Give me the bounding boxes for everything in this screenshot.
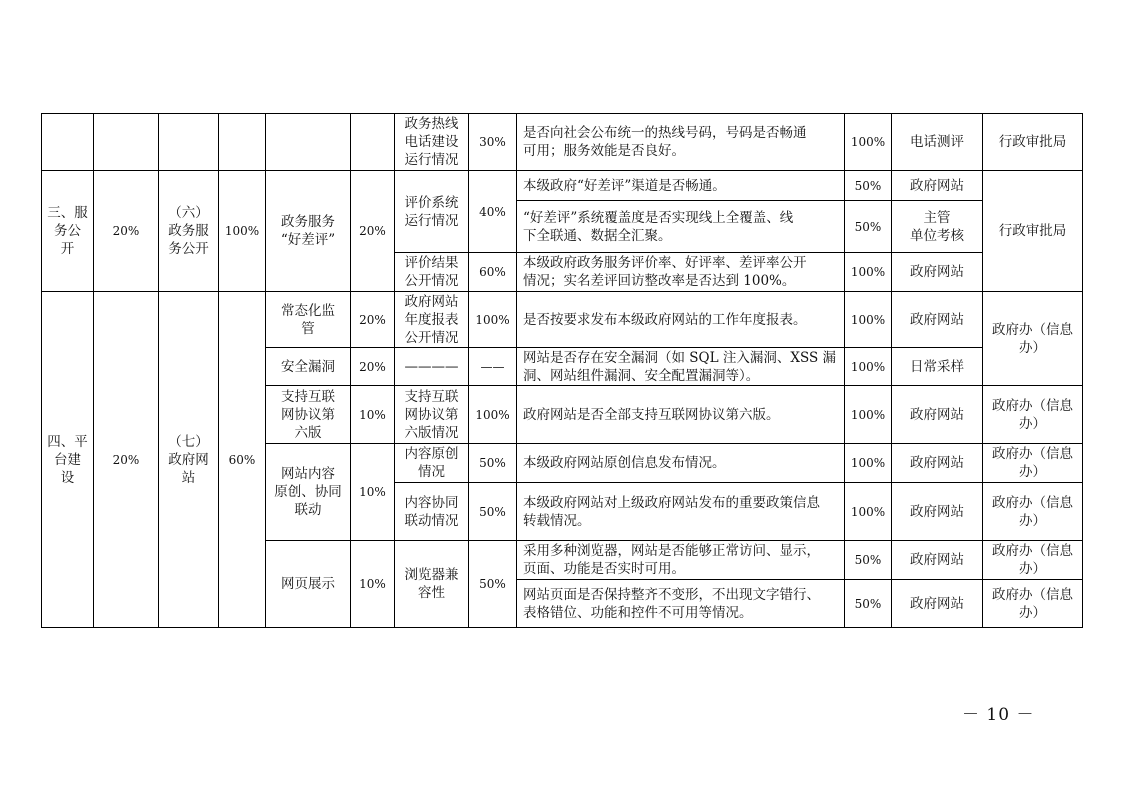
indicator-weight-cell: 50% <box>469 541 517 628</box>
item-cell: 安全漏洞 <box>266 348 351 386</box>
category-weight-cell <box>94 114 159 171</box>
criteria-cell: 本级政府网站原创信息发布情况。 <box>517 444 845 483</box>
score-weight-cell: 100% <box>845 253 892 292</box>
item-weight-cell: 20% <box>351 348 395 386</box>
item-weight-cell: 10% <box>351 386 395 444</box>
indicator-cell: 内容原创 情况 <box>395 444 469 483</box>
indicator-cell: 内容协同 联动情况 <box>395 483 469 541</box>
indicator-weight-cell: —— <box>469 348 517 386</box>
department-cell: 行政审批局 <box>983 171 1083 292</box>
item-cell: 网站内容 原创、协同 联动 <box>266 444 351 541</box>
item-cell <box>266 114 351 171</box>
department-cell: 政府办（信息 办） <box>983 580 1083 628</box>
criteria-cell: 本级政府网站对上级政府网站发布的重要政策信息 转载情况。 <box>517 483 845 541</box>
indicator-weight-cell: 50% <box>469 483 517 541</box>
item-weight-cell: 10% <box>351 444 395 541</box>
criteria-cell: “好差评”系统覆盖度是否实现线上全覆盖、线 下全联通、数据全汇聚。 <box>517 201 845 253</box>
indicator-weight-cell: 40% <box>469 171 517 253</box>
method-cell: 政府网站 <box>892 292 983 348</box>
criteria-cell: 采用多种浏览器，网站是否能够正常访问、显示， 页面、功能是否实时可用。 <box>517 541 845 580</box>
indicator-weight-cell: 100% <box>469 292 517 348</box>
subcategory-cell: （六） 政务服 务公开 <box>159 171 219 292</box>
score-weight-cell: 100% <box>845 386 892 444</box>
method-cell: 政府网站 <box>892 483 983 541</box>
item-weight-cell: 20% <box>351 171 395 292</box>
indicator-cell: 评价结果 公开情况 <box>395 253 469 292</box>
item-cell: 网页展示 <box>266 541 351 628</box>
table-row <box>42 292 1083 348</box>
method-cell: 日常采样 <box>892 348 983 386</box>
score-weight-cell: 100% <box>845 114 892 171</box>
method-cell: 政府网站 <box>892 386 983 444</box>
item-weight-cell: 10% <box>351 541 395 628</box>
method-cell: 政府网站 <box>892 253 983 292</box>
score-weight-cell: 50% <box>845 580 892 628</box>
method-cell: 电话测评 <box>892 114 983 171</box>
indicator-cell: 支持互联 网协议第 六版情况 <box>395 386 469 444</box>
category-cell <box>42 114 94 171</box>
score-weight-cell: 50% <box>845 201 892 253</box>
item-cell: 常态化监 管 <box>266 292 351 348</box>
table-row <box>42 114 1083 171</box>
category-weight-cell: 20% <box>94 171 159 292</box>
department-cell: 政府办（信息 办） <box>983 444 1083 483</box>
department-cell: 行政审批局 <box>983 114 1083 171</box>
indicator-weight-cell: 50% <box>469 444 517 483</box>
method-cell: 政府网站 <box>892 171 983 201</box>
department-cell: 政府办（信息 办） <box>983 292 1083 386</box>
method-cell: 主管 单位考核 <box>892 201 983 253</box>
subcategory-cell <box>159 114 219 171</box>
criteria-cell: 网站是否存在安全漏洞（如 SQL 注入漏洞、XSS 漏 洞、网站组件漏洞、安全配置漏洞等）。 <box>517 348 845 386</box>
indicator-cell: 浏览器兼 容性 <box>395 541 469 628</box>
indicator-weight-cell: 30% <box>469 114 517 171</box>
department-cell: 政府办（信息 办） <box>983 386 1083 444</box>
category-cell: 三、服 务公 开 <box>42 171 94 292</box>
subcategory-cell: （七） 政府网 站 <box>159 292 219 628</box>
category-cell: 四、平 台建 设 <box>42 292 94 628</box>
department-cell: 政府办（信息 办） <box>983 483 1083 541</box>
department-cell: 政府办（信息 办） <box>983 541 1083 580</box>
method-cell: 政府网站 <box>892 444 983 483</box>
score-weight-cell: 100% <box>845 444 892 483</box>
item-cell: 支持互联 网协议第 六版 <box>266 386 351 444</box>
page-number: － 10 － <box>962 705 1035 725</box>
criteria-cell: 本级政府“好差评”渠道是否畅通。 <box>517 171 845 201</box>
score-weight-cell: 100% <box>845 348 892 386</box>
evaluation-table <box>41 113 1083 628</box>
method-cell: 政府网站 <box>892 580 983 628</box>
criteria-cell: 是否按要求发布本级政府网站的工作年度报表。 <box>517 292 845 348</box>
criteria-cell: 网站页面是否保持整齐不变形，不出现文字错行、 表格错位、功能和控件不可用等情况。 <box>517 580 845 628</box>
score-weight-cell: 100% <box>845 483 892 541</box>
score-weight-cell: 50% <box>845 171 892 201</box>
criteria-cell: 是否向社会公布统一的热线号码，号码是否畅通 可用；服务效能是否良好。 <box>517 114 845 171</box>
indicator-weight-cell: 100% <box>469 386 517 444</box>
indicator-cell: ———— <box>395 348 469 386</box>
score-weight-cell: 100% <box>845 292 892 348</box>
item-weight-cell <box>351 114 395 171</box>
method-cell: 政府网站 <box>892 541 983 580</box>
indicator-weight-cell: 60% <box>469 253 517 292</box>
criteria-cell: 本级政府政务服务评价率、好评率、差评率公开 情况；实名差评回访整改率是否达到 100%。 <box>517 253 845 292</box>
item-cell: 政务服务 “好差评” <box>266 171 351 292</box>
table-row <box>42 171 1083 201</box>
score-weight-cell: 50% <box>845 541 892 580</box>
subcategory-weight-cell <box>219 114 266 171</box>
subcategory-weight-cell: 100% <box>219 171 266 292</box>
indicator-cell: 评价系统 运行情况 <box>395 171 469 253</box>
indicator-cell: 政府网站 年度报表 公开情况 <box>395 292 469 348</box>
category-weight-cell: 20% <box>94 292 159 628</box>
subcategory-weight-cell: 60% <box>219 292 266 628</box>
criteria-cell: 政府网站是否全部支持互联网协议第六版。 <box>517 386 845 444</box>
item-weight-cell: 20% <box>351 292 395 348</box>
indicator-cell: 政务热线 电话建设 运行情况 <box>395 114 469 171</box>
